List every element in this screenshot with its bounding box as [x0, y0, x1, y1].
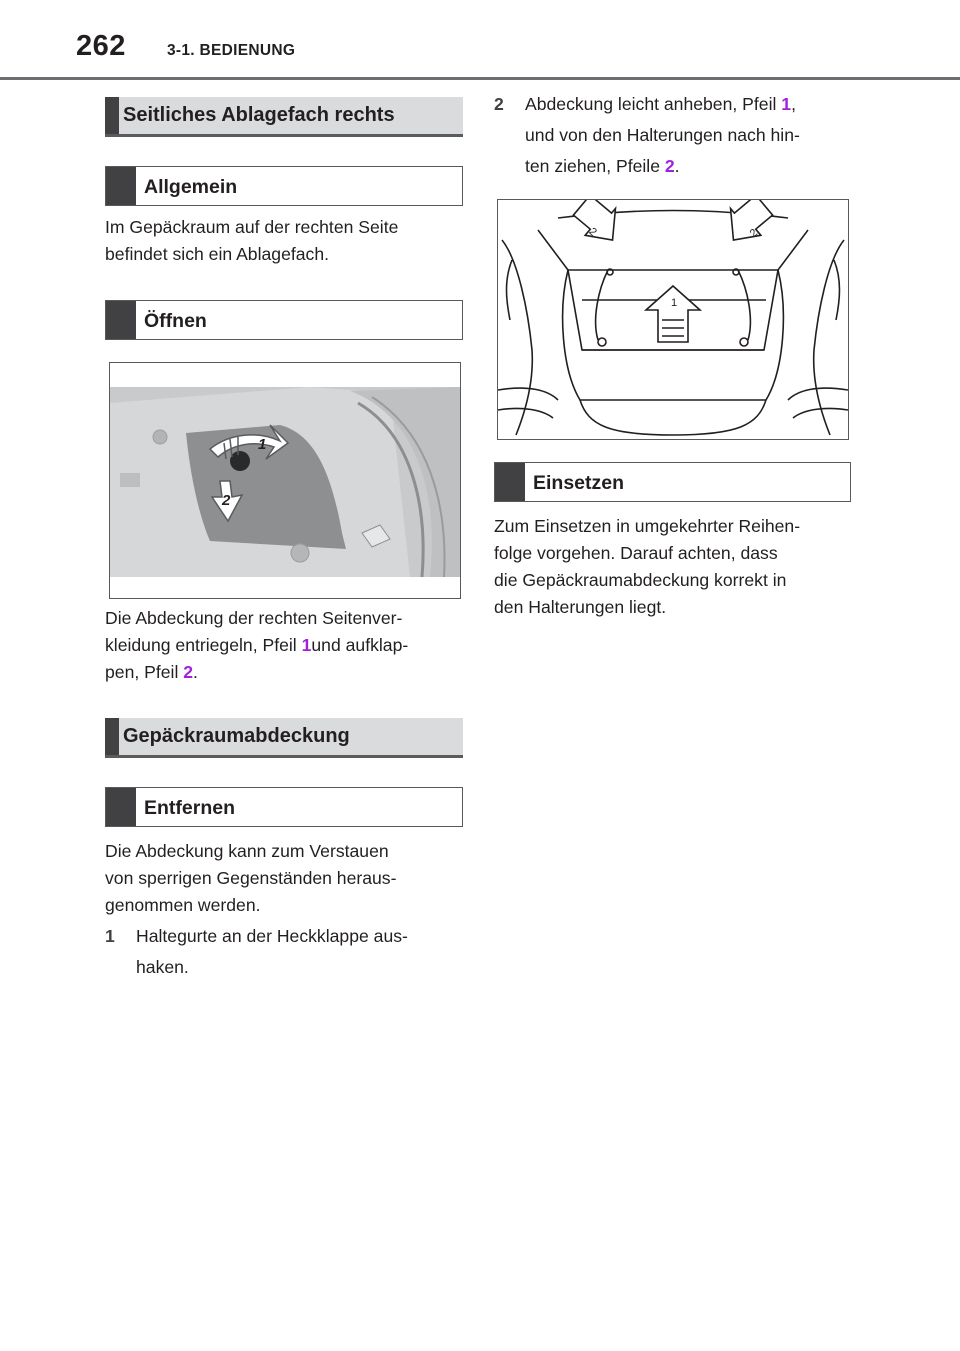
chapter-title: 3-1. BEDIENUNG — [167, 42, 296, 59]
heading-gepaeckraumabdeckung — [105, 718, 463, 758]
subheading-bar — [106, 788, 136, 826]
heading-text: Gepäckraumabdeckung — [123, 725, 350, 747]
paragraph-entfernen — [105, 838, 396, 919]
text-line: ten ziehen, Pfeile — [525, 156, 665, 176]
text-line: Zum Einsetzen in umgekehrter Reihen- — [494, 516, 801, 536]
step-number: 2 — [494, 94, 504, 114]
text-line: . — [674, 156, 680, 176]
arrow-number-2: 2 — [664, 156, 675, 176]
text-line: , — [791, 94, 796, 114]
text-line: Die Abdeckung kann zum Verstauen — [105, 841, 389, 861]
figure-arrow-label-2: 2 — [222, 492, 231, 509]
text-line: von sperrigen Gegenständen heraus- — [105, 868, 397, 888]
subheading-text: Einsetzen — [533, 472, 625, 494]
text-line: kleidung entriegeln, Pfeil — [105, 635, 302, 655]
text-line: Haltegurte an der Heckklappe aus- — [136, 926, 408, 946]
paragraph-einsetzen — [494, 513, 800, 621]
text-line: Im Gepäckraum auf der rechten Seite — [105, 217, 399, 237]
heading-bar — [105, 718, 119, 755]
paragraph-allgemein — [105, 214, 398, 268]
arrow-number-1: 1 — [781, 94, 792, 114]
step-1 — [105, 921, 463, 983]
arrow-number-1: 1 — [301, 635, 312, 655]
heading-seitliches-ablagefach — [105, 97, 463, 137]
figure-side-compartment — [109, 362, 461, 599]
subheading-text: Allgemein — [144, 176, 238, 198]
subheading-bar — [495, 463, 525, 501]
figure-trunk-cover — [497, 199, 849, 440]
text-line: haken. — [136, 957, 189, 977]
trunk-cover-line-drawing — [498, 200, 848, 439]
step-2 — [494, 89, 854, 184]
subheading-text: Entfernen — [144, 797, 236, 819]
subheading-entfernen — [105, 787, 463, 827]
text-line: und von den Halterungen nach hin- — [525, 125, 800, 145]
text-line: folge vorgehen. Darauf achten, dass — [494, 543, 778, 563]
header-divider — [0, 77, 960, 80]
figure-arrow-label-2-right: 2 — [747, 226, 761, 240]
figure-arrow-label-1: 1 — [258, 436, 267, 453]
arrow-number-2: 2 — [183, 662, 194, 682]
page-number: 262 — [76, 30, 126, 62]
subheading-bar — [106, 301, 136, 339]
step-text — [525, 89, 800, 182]
heading-text: Seitliches Ablagefach rechts — [123, 104, 395, 126]
figure-arrow-label-1: 1 — [671, 297, 678, 309]
figure-arrow-label-2-left: 2 — [586, 225, 599, 239]
text-line: und aufklap- — [311, 635, 409, 655]
subheading-bar — [106, 167, 136, 205]
subheading-text: Öffnen — [144, 310, 207, 332]
text-line: die Gepäckraumabdeckung korrekt in — [494, 570, 787, 590]
subheading-oeffnen — [105, 300, 463, 340]
text-line: den Halterungen liegt. — [494, 597, 667, 617]
paragraph-oeffnen — [105, 605, 408, 686]
text-line: Die Abdeckung der rechten Seitenver- — [105, 608, 403, 628]
step-number: 1 — [105, 926, 115, 946]
text-line: befindet sich ein Ablagefach. — [105, 244, 329, 264]
page-header — [0, 0, 960, 80]
step-text — [136, 921, 408, 983]
heading-bar — [105, 97, 119, 134]
text-line: pen, Pfeil — [105, 662, 184, 682]
subheading-allgemein — [105, 166, 463, 206]
subheading-einsetzen — [494, 462, 851, 502]
text-line: genommen werden. — [105, 895, 261, 915]
text-line: Abdeckung leicht anheben, Pfeil — [525, 94, 782, 114]
text-line: . — [193, 662, 198, 682]
trunk-side-panel-illustration — [110, 363, 460, 598]
